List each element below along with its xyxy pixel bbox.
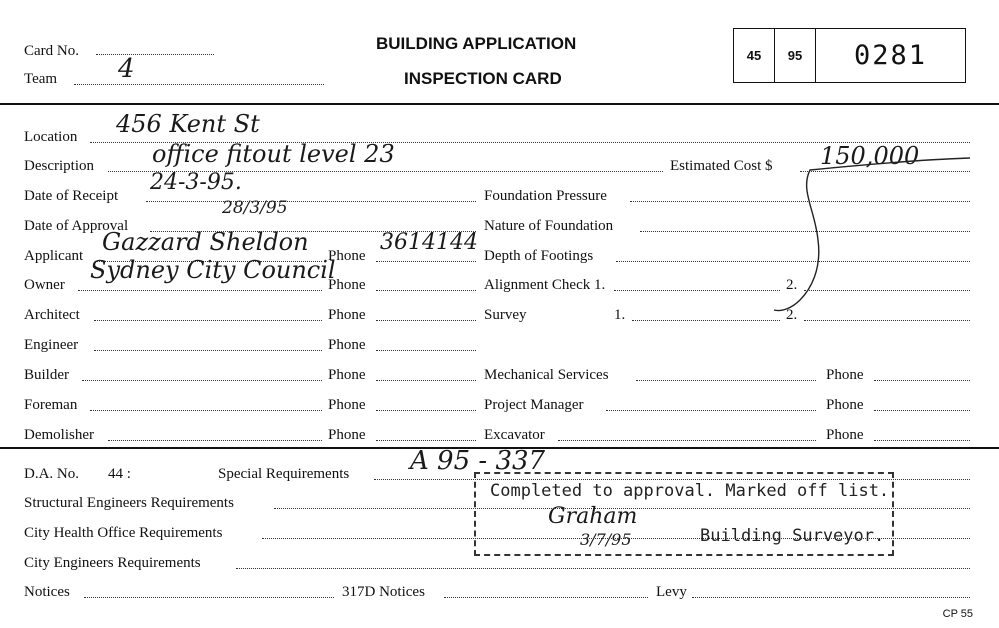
owner-label: Owner xyxy=(24,277,65,293)
project-manager-label: Project Manager xyxy=(484,397,584,413)
excavator-phone-label: Phone xyxy=(826,427,864,443)
demolisher-phone-label: Phone xyxy=(328,427,366,443)
architect-label: Architect xyxy=(24,307,80,323)
builder-label: Builder xyxy=(24,367,69,383)
applicant-label: Applicant xyxy=(24,248,84,264)
survey-2-label: 2. xyxy=(786,307,798,323)
health-label: City Health Office Requirements xyxy=(24,525,223,541)
handwritten-arrow-scribble xyxy=(770,150,990,330)
foreman-label: Foreman xyxy=(24,397,78,413)
levy-line xyxy=(692,597,970,598)
builder-phone-label: Phone xyxy=(328,367,366,383)
builder-phone-line xyxy=(376,380,476,381)
architect-line xyxy=(94,320,322,321)
description-value: office fitout level 23 xyxy=(152,140,395,168)
survey-1-label: 1. xyxy=(614,307,626,323)
card-no-line xyxy=(96,54,214,55)
engineer-line xyxy=(94,350,322,351)
mechanical-phone-line xyxy=(874,380,970,381)
box-number: 0281 xyxy=(853,40,928,71)
survey-label: Survey xyxy=(484,307,527,323)
date-receipt-line xyxy=(146,201,476,202)
mechanical-phone-label: Phone xyxy=(826,367,864,383)
depth-footings-label: Depth of Footings xyxy=(484,248,594,264)
title-line-2: INSPECTION CARD xyxy=(404,69,562,88)
city-engineers-line xyxy=(236,568,970,569)
mechanical-line xyxy=(636,380,816,381)
stamp-signature: Graham xyxy=(548,504,638,529)
da-no-value: 44 : xyxy=(108,466,131,482)
demolisher-label: Demolisher xyxy=(24,427,94,443)
notices-label: Notices xyxy=(24,584,70,600)
project-manager-phone-label: Phone xyxy=(826,397,864,413)
owner-phone-label: Phone xyxy=(328,277,366,293)
engineer-phone-label: Phone xyxy=(328,337,366,353)
excavator-phone-line xyxy=(874,440,970,441)
applicant-phone-value: 3614144 xyxy=(380,230,478,255)
survey-1-line xyxy=(632,320,780,321)
form-code: CP 55 xyxy=(942,608,973,620)
applicant-phone-line xyxy=(376,261,476,262)
project-manager-line xyxy=(606,410,816,411)
notices-317d-line xyxy=(444,597,648,598)
project-manager-phone-line xyxy=(874,410,970,411)
stamp-date: 3/7/95 xyxy=(580,530,632,549)
city-engineers-label: City Engineers Requirements xyxy=(24,555,201,571)
special-requirements-label: Special Requirements xyxy=(218,466,350,482)
estimated-cost-label: Estimated Cost $ xyxy=(670,158,773,174)
team-label: Team xyxy=(24,71,58,87)
foreman-line xyxy=(90,410,322,411)
mechanical-label: Mechanical Services xyxy=(484,367,609,383)
engineer-phone-line xyxy=(376,350,476,351)
nature-foundation-label: Nature of Foundation xyxy=(484,218,614,234)
stamp-text-line1: Completed to approval. Marked off list. xyxy=(490,481,890,501)
alignment-2-label: 2. xyxy=(786,277,798,293)
owner-line xyxy=(78,290,322,291)
stamp-role: Building Surveyor. xyxy=(700,526,885,546)
estimated-cost-value: 150,000 xyxy=(820,142,920,170)
title-line-1: BUILDING APPLICATION xyxy=(376,34,577,53)
team-value: 4 xyxy=(118,54,135,84)
description-label: Description xyxy=(24,158,94,174)
applicant-value: Gazzard Sheldon xyxy=(102,228,309,256)
team-line xyxy=(74,84,324,85)
foreman-phone-line xyxy=(376,410,476,411)
architect-phone-line xyxy=(376,320,476,321)
architect-phone-label: Phone xyxy=(328,307,366,323)
card-number-box xyxy=(733,28,966,83)
excavator-line xyxy=(558,440,816,441)
foundation-pressure-label: Foundation Pressure xyxy=(484,188,607,204)
date-receipt-label: Date of Receipt xyxy=(24,188,119,204)
structural-label: Structural Engineers Requirements xyxy=(24,495,234,511)
date-approval-label: Date of Approval xyxy=(24,218,129,234)
levy-label: Levy xyxy=(656,584,687,600)
demolisher-line xyxy=(108,440,322,441)
engineer-label: Engineer xyxy=(24,337,79,353)
location-label: Location xyxy=(24,129,78,145)
date-approval-value: 28/3/95 xyxy=(222,198,288,218)
applicant-phone-label: Phone xyxy=(328,248,366,264)
date-receipt-value: 24-3-95. xyxy=(150,170,242,195)
top-rule xyxy=(0,103,999,105)
alignment-1-line xyxy=(614,290,780,291)
da-no-label: D.A. No. xyxy=(24,466,79,482)
box-cell-b: 95 xyxy=(775,29,816,82)
card-no-label: Card No. xyxy=(24,43,79,59)
alignment-label: Alignment Check 1. xyxy=(484,277,606,293)
notices-317d-label: 317D Notices xyxy=(342,584,425,600)
box-cell-a: 45 xyxy=(734,29,775,82)
owner-phone-line xyxy=(376,290,476,291)
owner-value: Sydney City Council xyxy=(90,256,336,284)
excavator-label: Excavator xyxy=(484,427,545,443)
foreman-phone-label: Phone xyxy=(328,397,366,413)
location-value: 456 Kent St xyxy=(116,110,260,138)
builder-line xyxy=(82,380,322,381)
demolisher-phone-line xyxy=(376,440,476,441)
notices-line xyxy=(84,597,334,598)
special-requirements-value: A 95 - 337 xyxy=(410,446,546,476)
